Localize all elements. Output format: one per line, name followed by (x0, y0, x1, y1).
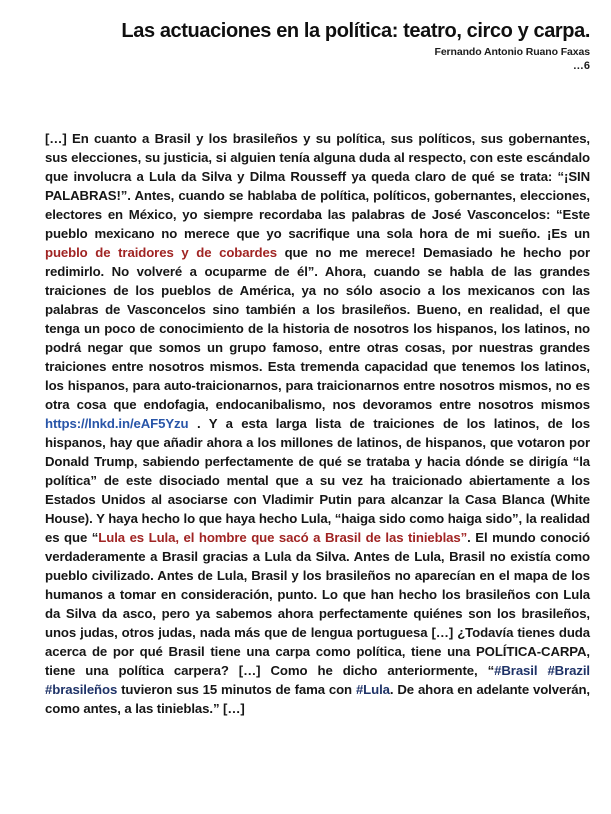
body-text-run: […] En cuanto a Brasil y los brasileños y su política, sus políticos, sus gobernantes, sus elecciones, su justicia, si alguien tenía alguna duda al respecto, con este escándalo que involucra a Lula da Silva y Dilma Rousseff ya queda claro de qué se trata: “¡SIN PALABRAS!”. Antes, cuando se hablaba de política, políticos, gobernantes, elecciones, electores en México, yo siempre recordaba las palabras de José Vasconcelos: “Este pueblo mexicano no merece que yo sacrifique una sola hora de mi sueño. ¡Es un (45, 131, 590, 241)
document-header (45, 20, 590, 72)
body-text-run: . De ahora en adelante volverán, como antes, a las tinieblas.” […] (45, 682, 590, 716)
body-text-run: . El mundo conoció verdaderamente a Brasil gracias a Lula da Silva. Antes de Lula, Brasil no existía como pueblo civilizado. Antes de Lula, Brasil y los brasileños no aparecían en el mapa de los humanos a tomar en consideración, punto. Lo que han hecho los brasileños con Lula da Silva da asco, pero ya sabemos ahora perfectamente quiénes son los brasileños, unos judas, otros judas, nada más que de lengua portuguesa […] ¿Todavía tienes duda acerca de por qué Brasil tiene una carpa como política, tiene una POLÍTICA-CARPA, tiene una política carpera? […] Como he dicho anteriormente, “ (45, 530, 590, 678)
red-emphasis-text: Lula es Lula, el hombre que sacó a Brasil de las tinieblas” (98, 530, 468, 545)
hashtag-text[interactable]: #Brasil #Brazil #brasileños (45, 663, 590, 697)
red-emphasis-text: pueblo de traidores y de cobardes (45, 245, 277, 260)
page-number: …6 (572, 60, 590, 72)
article-paragraph (45, 129, 590, 718)
hashtag-text[interactable]: #Lula (355, 682, 390, 697)
body-text-run: tuvieron sus 15 minutos de fama con (117, 682, 356, 697)
body-text-run: que no me merece! Demasiado he hecho por redimirlo. No volveré a ocuparme de él”. Ahora, cuando se habla de las grandes traiciones de los pueblos de América, ya no sólo asocio a los mexicanos con las palabras de Vasconcelos sino también a los brasileños. Bueno, en realidad, el que tenga un poco de conocimiento de la historia de nosotros los hispanos, los latinos, no podrá negar que somos un grupo famoso, entre otras cosas, por nuestras grandes traiciones entre nosotros mismos. Esta tremenda capacidad que tenemos los latinos, los hispanos, para auto-traicionarnos, para traicionarnos entre nosotros mismos, no es otra cosa que endofagia, endocanibalismo, nos devoramos entre nosotros mismos (45, 245, 590, 412)
lnkd-hyperlink[interactable]: https://lnkd.in/eAF5Yzu (45, 416, 189, 431)
body-text-run: . Y a esta larga lista de traiciones de los latinos, de los hispanos, hay que añadir ahora a los millones de latinos, de hispanos, que votaron por Donald Trump, sabiendo perfectamente de qué se trataba y hacia dónde se dirigía “la política” de este disociado mental que a su vez ha traicionado abiertamente a los Estados Unidos al asociarse con Vladimir Putin para alcanzar la Casa Blanca (White House). Y haya hecho lo que haya hecho Lula, “haiga sido como haiga sido”, la realidad es que “ (45, 416, 590, 545)
author-byline: Fernando Antonio Ruano Faxas (434, 46, 590, 58)
page-title: Las actuaciones en la política: teatro, circo y carpa. (121, 20, 590, 42)
